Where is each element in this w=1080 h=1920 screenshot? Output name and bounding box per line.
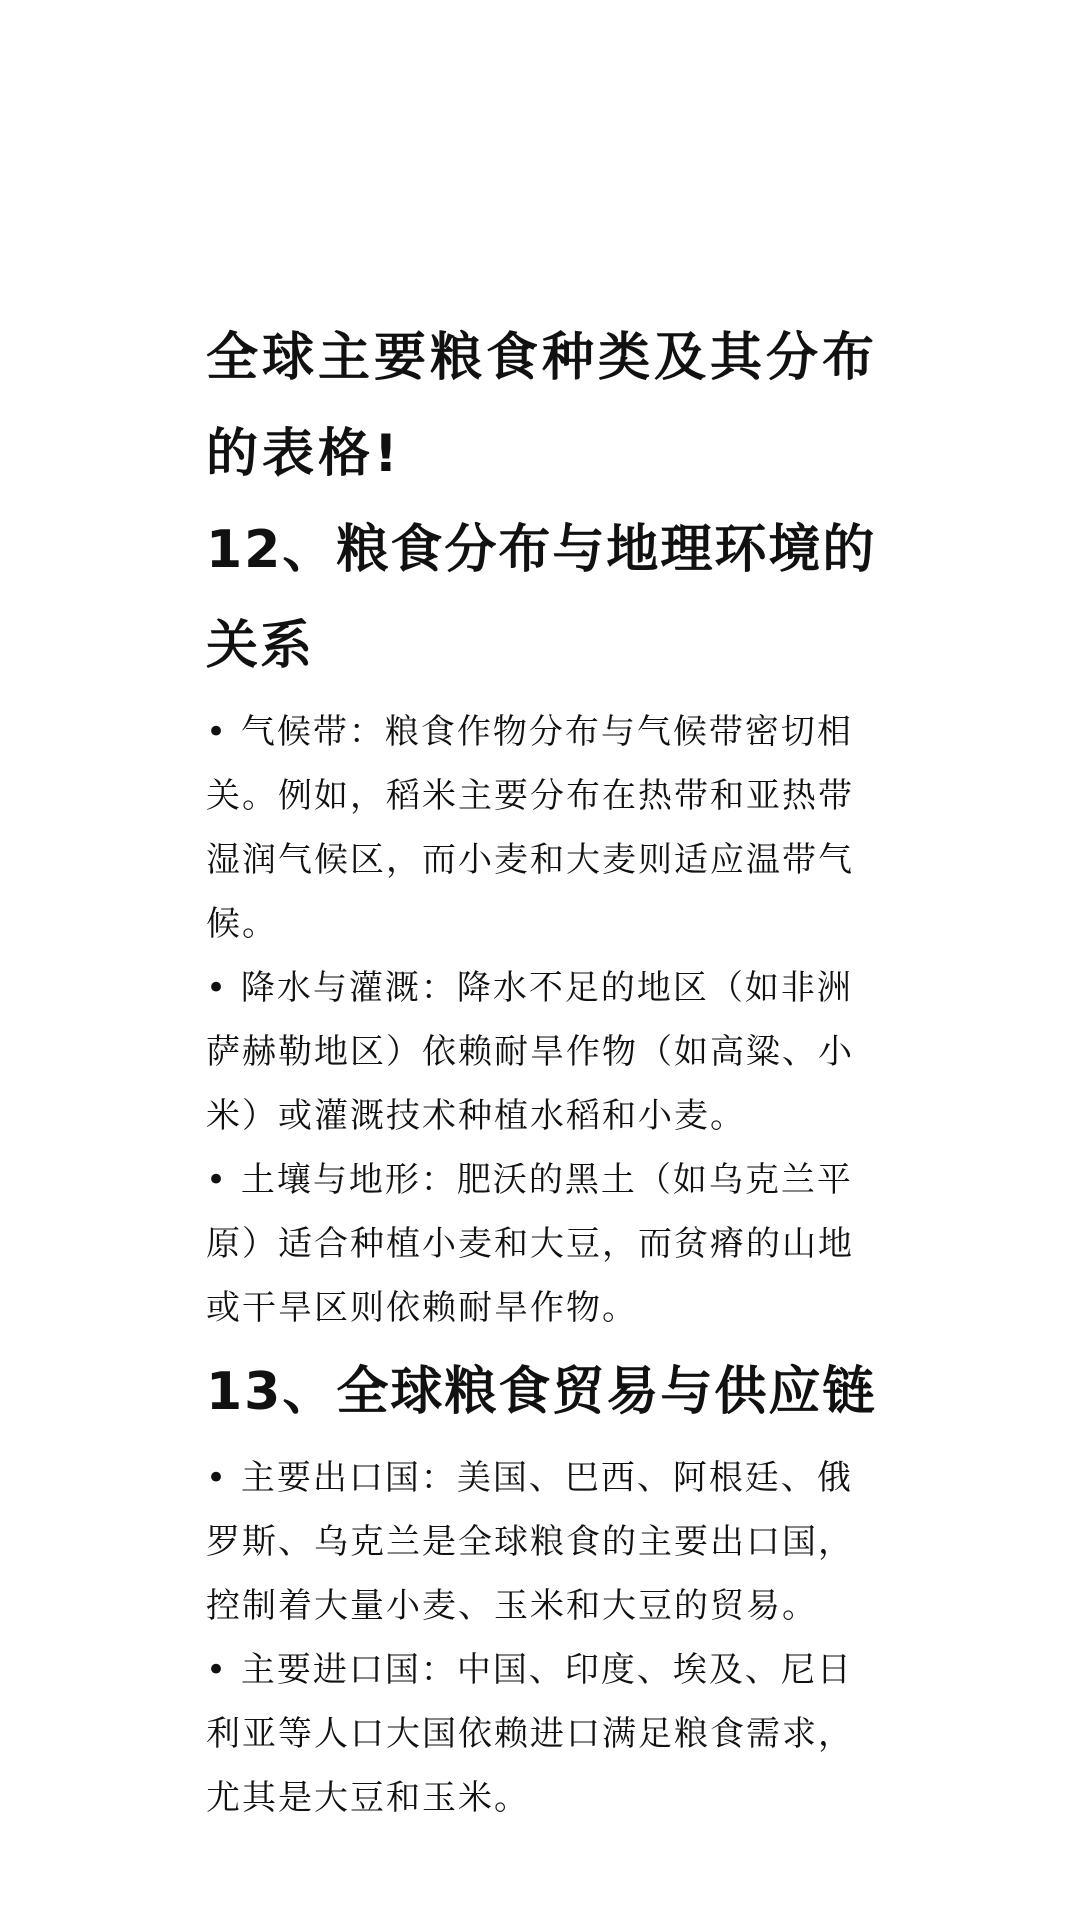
bullet-item: • 降水与灌溉：降水不足的地区（如非洲萨赫勒地区）依赖耐旱作物（如高粱、小米）或灌溉技术种植水稻和小麦。 <box>206 968 854 1136</box>
page-title: 全球主要粮食种类及其分布的表格! <box>206 328 879 484</box>
section-12 <box>206 502 882 1340</box>
article-content <box>206 310 882 1830</box>
bullet-item: • 气候带：粮食作物分布与气候带密切相关。例如，稻米主要分布在热带和亚热带湿润气候区，而小麦和大麦则适应温带气候。 <box>206 712 854 944</box>
section-13 <box>206 1344 882 1830</box>
bullet-item: • 土壤与地形：肥沃的黑土（如乌克兰平原）适合种植小麦和大豆，而贫瘠的山地或干旱区则依赖耐旱作物。 <box>206 1160 854 1328</box>
bullet-list <box>206 700 882 1340</box>
bullet-list <box>206 1446 882 1830</box>
section-heading: 13、全球粮食贸易与供应链 <box>206 1362 877 1422</box>
bullet-item: • 主要进口国：中国、印度、埃及、尼日利亚等人口大国依赖进口满足粮食需求，尤其是大豆和玉米。 <box>206 1650 854 1818</box>
bullet-item: • 主要出口国：美国、巴西、阿根廷、俄罗斯、乌克兰是全球粮食的主要出口国，控制着大量小麦、玉米和大豆的贸易。 <box>206 1458 854 1626</box>
section-heading: 12、粮食分布与地理环境的关系 <box>206 520 877 676</box>
